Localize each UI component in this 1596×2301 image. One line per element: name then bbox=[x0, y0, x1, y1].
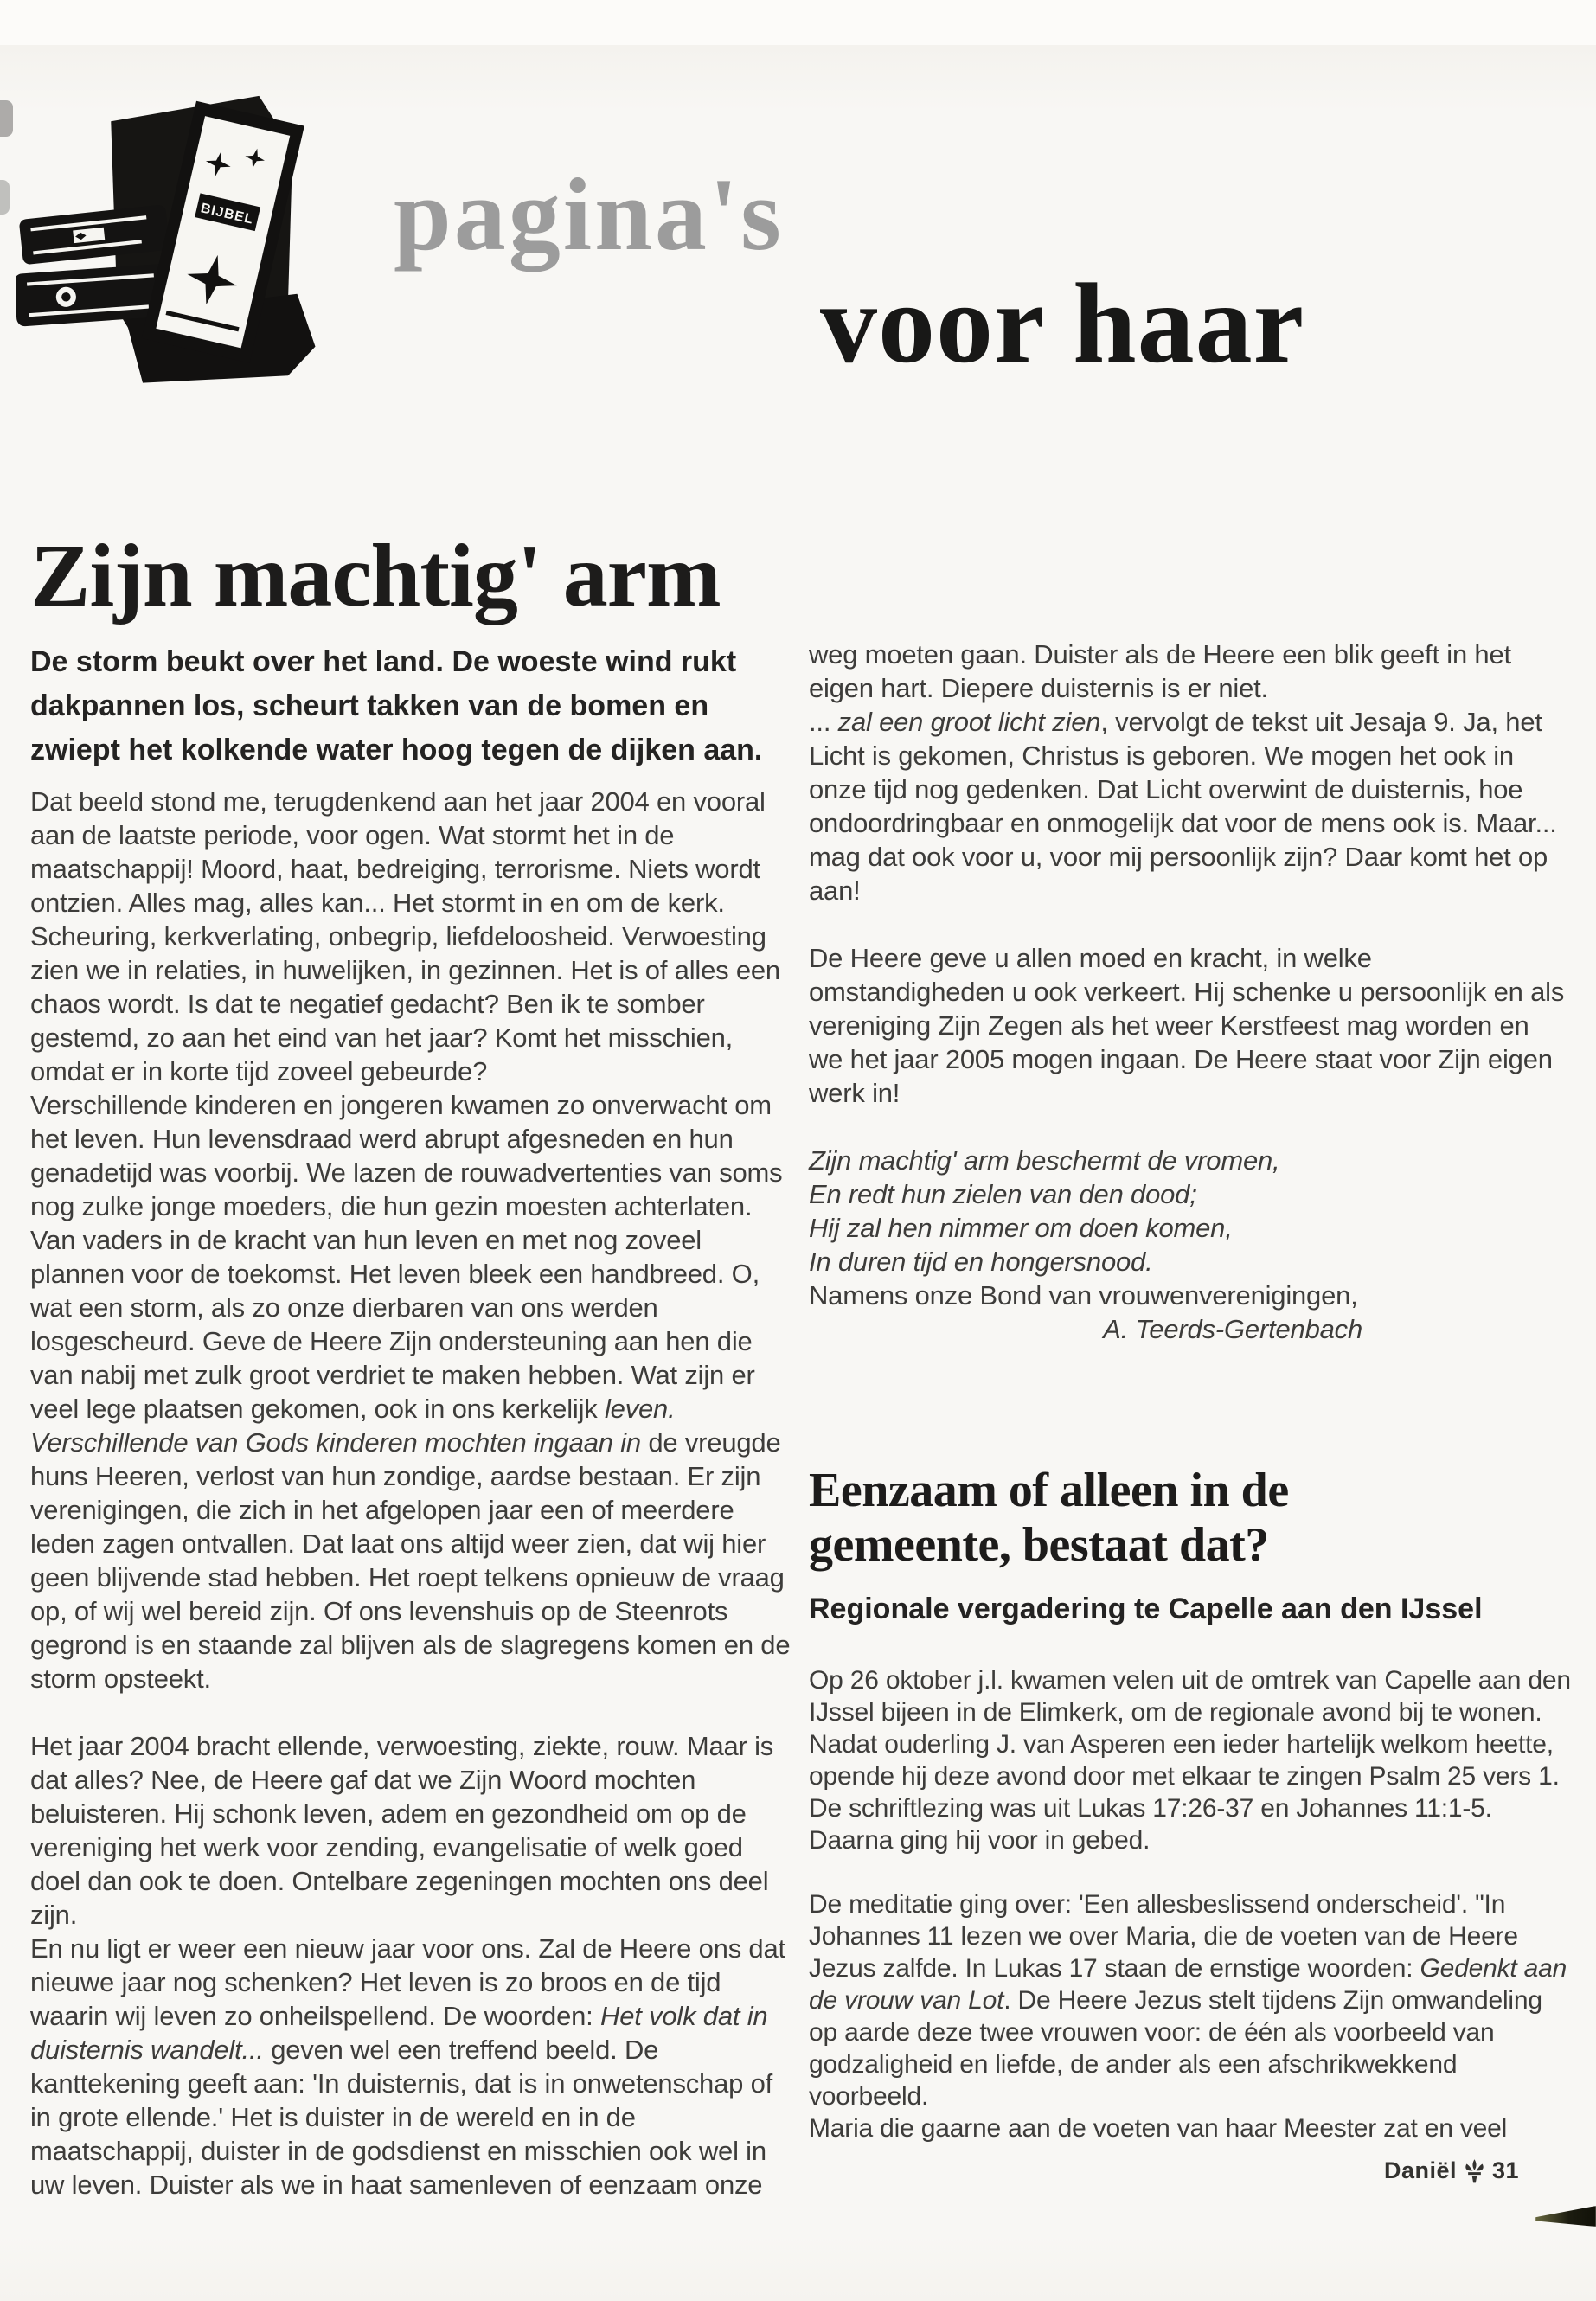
text-segment: En nu ligt er weer een nieuw jaar voor ons. Zal de Heere ons dat nieuwe jaar nog schenken? Het leven is zo broos en de tijd waarin wij leven zo onheilspellend. De woorden: bbox=[30, 1933, 785, 2031]
text-segment-italic: leven. Verschillende van Gods kinderen mochten ingaan in bbox=[30, 1394, 676, 1458]
text-segment: . De Heere Jezus stelt tijdens Zijn omwandeling op aarde deze twee vrouwen voor: de één als voorbeeld van godzaligheid en liefde, de ander als een afschrikwekkend voorbeeld. bbox=[809, 1986, 1542, 2111]
article2 bbox=[809, 1464, 1572, 2144]
article2-paragraph-1 bbox=[809, 1664, 1572, 1856]
text-segment-italic: zal een groot licht zien bbox=[837, 707, 1101, 737]
article2-paragraph-2 bbox=[809, 1888, 1572, 2112]
text-segment: Dat beeld stond me, terugdenkend aan het jaar 2004 en vooral aan de laatste periode, voor ogen. Wat stormt het in de maatschappij! Moord, haat, bedreiging, terrorisme. Niets wordt ontzien. Alles mag, alles kan... Het stormt in en om de kerk. Scheuring, kerkverlating, onbegrip, liefdeloosheid. Verwoesting zien we in relaties, in huwelijken, in gezinnen. Het is of alles een chaos wordt. Is dat te negatief gedacht? Ben ik te somber gestemd, zo aan het eind van het jaar? Komt het misschien, omdat er in korte tijd zoveel gebeurde? bbox=[30, 786, 780, 1086]
article1-intro: De storm beukt over het land. De woeste wind rukt dakpannen los, scheurt takken van de bomen en zwiept het kolkende water hoog tegen de dijken aan. bbox=[30, 645, 763, 766]
article1-column-right bbox=[809, 638, 1570, 1346]
fleur-de-lis-icon bbox=[1465, 2159, 1484, 2183]
poem-line: Zijn machtig' arm beschermt de vromen, bbox=[809, 1145, 1280, 1176]
article1-paragraph-6 bbox=[809, 705, 1570, 907]
poem bbox=[809, 1144, 1570, 1279]
article1-paragraph-7 bbox=[809, 941, 1570, 1110]
article1-paragraph-2 bbox=[30, 1088, 792, 1695]
text-segment: de vreugde huns Heeren, verlost van hun zondige, aardse bestaan. Er zijn verenigingen, die zich in het afgelopen jaar een of meerdere leden zagen ontvallen. Dat laat ons altijd weer zien, dat wij hier geen blijvende stad hebben. Het roept telkens opnieuw de vraag op, of wij wel bereid zijn. Of ons levenshuis op de Steenrots gegrond is en staande zal blijven als de slagregens komen en de storm opsteekt. bbox=[30, 1427, 791, 1694]
magazine-name: Daniël bbox=[1384, 2157, 1458, 2183]
closing-line: Namens onze Bond van vrouwenverenigingen, bbox=[809, 1280, 1358, 1311]
text-segment: De meditatie ging over: 'Een allesbeslissend onderscheid'. "In Johannes 11 lezen we over Maria, die de voeten van de Heere Jezus zalfde. In Lukas 17 staan de ernstige woorden: bbox=[809, 1890, 1518, 1983]
scan-edge-mark bbox=[0, 100, 13, 137]
scan-edge-mark bbox=[0, 180, 10, 215]
bible-cover-label: BIJBEL bbox=[199, 201, 255, 228]
magazine-title-gray: pagina's bbox=[394, 157, 784, 272]
text-segment: geven wel een treffend beeld. De kanttekening geeft aan: 'In duisternis, dat is in onwetenschap of in grote ellende.' Het is duister in de wereld en in de maatschappij, duister in de godsdienst en misschien ook wel in uw leven. Duister als we in haat samenleven of eenzaam onze bbox=[30, 2035, 773, 2200]
poem-line: In duren tijd en hongersnood. bbox=[809, 1247, 1153, 1277]
article1-paragraph-4 bbox=[30, 1932, 792, 2202]
poem-line: Hij zal hen nimmer om doen komen, bbox=[809, 1213, 1233, 1243]
text-segment: , vervolgt de tekst uit Jesaja 9. Ja, het Licht is gekomen, Christus is geboren. We mogen het ook in onze tijd nog gedenken. Dat Licht overwint de duisternis, hoe ondoordringbaar en onmogelijk dat voor de mens ook is. Maar... mag dat ook voor u, voor mij persoonlijk zijn? Daar komt het op aan! bbox=[809, 707, 1557, 906]
article2-subtitle: Regionale vergadering te Capelle aan den IJssel bbox=[809, 1593, 1483, 1625]
article2-paragraph-3: Maria die gaarne aan de voeten van haar Meester zat en veel bbox=[809, 2114, 1508, 2143]
poem-line: En redt hun zielen van den dood; bbox=[809, 1179, 1197, 1209]
text-segment: Verschillende kinderen en jongeren kwamen zo onverwacht om het leven. Hun levensdraad werd abrupt afgesneden en hun genadetijd was voorbij. We lazen de rouwadvertenties van soms nog zulke jonge moeders, die hun gezin moesten achterlaten. Van vaders in de kracht van hun leven en met nog zoveel plannen voor de toekomst. Het leven bleek een handbreed. O, wat een storm, als zo onze dierbaren van ons werden losgescheurd. Geve de Heere Zijn ondersteuning aan hen die van nabij met zulk groot verdriet te maken hebben. Wat zijn er veel lege plaatsen gekomen, ook in ons kerkelijk bbox=[30, 1090, 783, 1424]
bible-books-illustration bbox=[16, 83, 379, 405]
article1-title: Zijn machtig' arm bbox=[30, 525, 721, 625]
article2-title-line2: gemeente, bestaat dat? bbox=[809, 1518, 1269, 1572]
article1-paragraph-3 bbox=[30, 1729, 792, 1932]
article1-column-left bbox=[30, 640, 792, 2202]
page-number: 31 bbox=[1492, 2157, 1520, 2183]
text-segment: Op 26 oktober j.l. kwamen velen uit de omtrek van Capelle aan den IJssel bijeen in de Elimkerk, om de regionale avond bij te wonen. Nadat ouderling J. van Asperen een ieder hartelijk welkom heette, opende hij deze avond door met elkaar te zingen Psalm 25 vers 1. De schriftlezing was uit Lukas 17:26-37 en Johannes 11:1-5. Daarna ging hij voor in gebed. bbox=[809, 1666, 1571, 1855]
text-segment: De Heere geve u allen moed en kracht, in welke omstandigheden u ook verkeert. Hij schenke u persoonlijk en als vereniging Zijn Zegen als het weer Kerstfeest mag worden en we het jaar 2005 mogen ingaan. De Heere staat voor Zijn eigen werk in! bbox=[809, 943, 1565, 1108]
text-segment: weg moeten gaan. Duister als de Heere een blik geeft in het eigen hart. Diepere duisternis is er niet. bbox=[809, 639, 1511, 703]
text-segment-italic: Het volk dat in duisternis wandelt... bbox=[30, 2001, 768, 2065]
text-segment: ... bbox=[809, 707, 838, 737]
article1-paragraph-5 bbox=[809, 638, 1570, 705]
article1-paragraph-1 bbox=[30, 785, 792, 1088]
page-footer bbox=[1384, 2157, 1519, 2184]
text-segment-italic: Gedenkt aan de vrouw van Lot bbox=[809, 1954, 1567, 2015]
magazine-title-black: voor haar bbox=[820, 260, 1305, 387]
author-signature: A. Teerds-Gertenbach bbox=[1103, 1314, 1362, 1344]
text-segment: Het jaar 2004 bracht ellende, verwoesting, ziekte, rouw. Maar is dat alles? Nee, de Heere gaf dat we Zijn Woord mochten beluisteren. Hij schonk leven, adem en gezondheid om op de vereniging het werk voor zending, evangelisatie of welk goed doel dan ook te doen. Ontelbare zegeningen mochten ons deel zijn. bbox=[30, 1731, 774, 1930]
article2-title bbox=[809, 1464, 1572, 1573]
article2-title-line1: Eenzaam of alleen in de bbox=[809, 1464, 1289, 1517]
